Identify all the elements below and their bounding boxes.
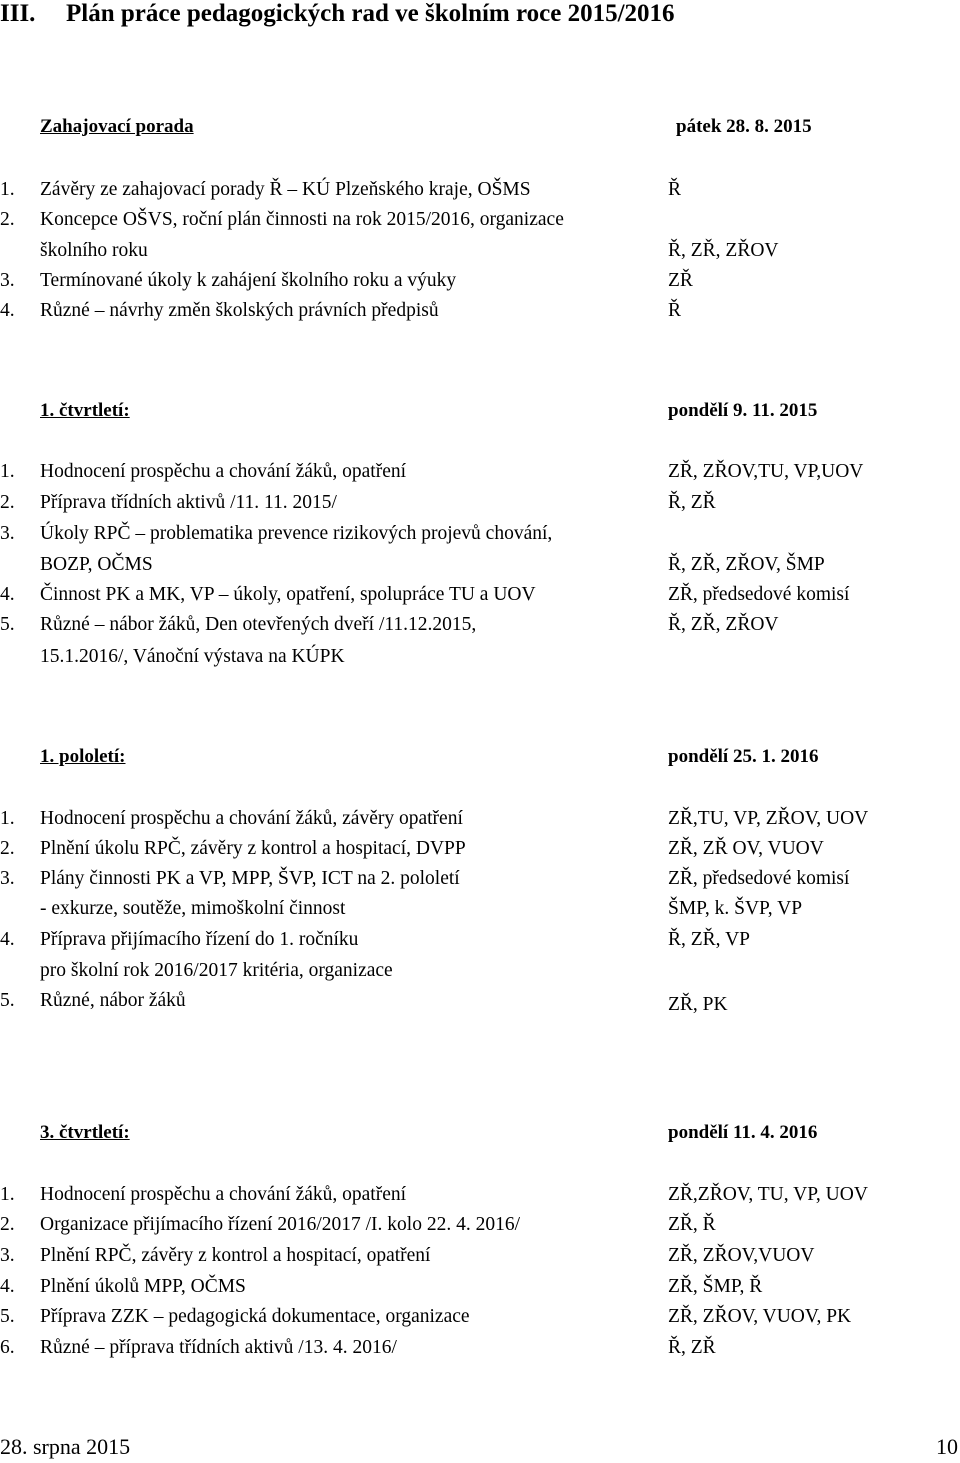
item-responsible: ZŘ, ZŘOV, VUOV, PK — [668, 1306, 852, 1327]
list-item — [0, 492, 960, 522]
title-text: Plán práce pedagogických rad ve školním roce 2015/2016 — [66, 0, 675, 27]
item-responsible: Ř, ZŘ, VP — [668, 929, 750, 950]
item-responsible: Ř — [668, 300, 682, 321]
list-item — [0, 1214, 960, 1244]
list-item — [0, 554, 960, 584]
item-number: 3. — [0, 868, 15, 889]
item-text: Závěry ze zahajovací porady Ř – KÚ Plzeňského kraje, OŠMS — [40, 179, 531, 200]
item-number: 2. — [0, 838, 15, 859]
list-item — [0, 646, 960, 676]
item-number: 4. — [0, 584, 15, 605]
item-number: 5. — [0, 614, 15, 635]
item-text: Termínované úkoly k zahájení školního roku a výuky — [40, 270, 457, 291]
item-text: Různé – příprava třídních aktivů /13. 4. 2016/ — [40, 1337, 397, 1358]
section-heading: 1. pololetí: — [40, 746, 126, 767]
section-heading: 3. čtvrtletí: — [40, 1122, 130, 1143]
section-date: pátek 28. 8. 2015 — [676, 116, 812, 137]
list-item — [0, 808, 960, 838]
item-responsible: Ř — [668, 179, 682, 200]
item-responsible: ŠMP, k. ŠVP, VP — [668, 898, 803, 919]
item-number: 3. — [0, 270, 15, 291]
list-item — [0, 1184, 960, 1214]
item-number: 4. — [0, 929, 15, 950]
item-responsible: Ř, ZŘ — [668, 1337, 716, 1358]
list-item — [0, 1306, 960, 1336]
list-item — [0, 461, 960, 491]
item-responsible: ZŘ, ZŘ OV, VUOV — [668, 838, 824, 859]
item-number: 6. — [0, 1337, 15, 1358]
list-item — [0, 614, 960, 644]
list-item — [0, 1337, 960, 1367]
item-number: 3. — [0, 1245, 15, 1266]
item-text: školního roku — [40, 240, 148, 261]
item-text: Příprava přijímacího řízení do 1. ročníku — [40, 929, 359, 950]
section-date: pondělí 25. 1. 2016 — [668, 746, 819, 767]
page-title — [0, 0, 675, 28]
item-text: Hodnocení prospěchu a chování žáků, závěry opatření — [40, 808, 463, 829]
item-responsible: ZŘ, ŠMP, Ř — [668, 1276, 763, 1297]
item-text: Činnost PK a MK, VP – úkoly, opatření, spolupráce TU a UOV — [40, 584, 536, 605]
list-item — [0, 960, 960, 990]
item-number: 1. — [0, 1184, 15, 1205]
item-number: 5. — [0, 1306, 15, 1327]
list-item — [0, 990, 960, 1020]
item-responsible: ZŘ,TU, VP, ZŘOV, UOV — [668, 808, 869, 829]
item-responsible: ZŘ, Ř — [668, 1214, 716, 1235]
list-item — [0, 838, 960, 868]
list-item — [0, 1245, 960, 1275]
item-text: Hodnocení prospěchu a chování žáků, opatření — [40, 461, 407, 482]
item-number: 2. — [0, 1214, 15, 1235]
item-responsible: ZŘ, ZŘOV,TU, VP,UOV — [668, 461, 864, 482]
section-date: pondělí 11. 4. 2016 — [668, 1122, 818, 1143]
item-text: - exkurze, soutěže, mimoškolní činnost — [40, 898, 346, 919]
item-text: Různé – nábor žáků, Den otevřených dveří /11.12.2015, — [40, 614, 477, 635]
page-number: 10 — [936, 1434, 958, 1459]
list-item — [0, 300, 960, 330]
item-number: 4. — [0, 300, 15, 321]
item-responsible: ZŘ, PK — [668, 994, 728, 1015]
item-responsible: ZŘ,ZŘOV, TU, VP, UOV — [668, 1184, 868, 1205]
item-text: Různé, nábor žáků — [40, 990, 186, 1011]
item-text: Organizace přijímacího řízení 2016/2017 /I. kolo 22. 4. 2016/ — [40, 1214, 520, 1235]
item-number: 3. — [0, 523, 15, 544]
item-number: 5. — [0, 990, 15, 1011]
footer-date: 28. srpna 2015 — [0, 1434, 131, 1459]
list-item — [0, 270, 960, 300]
item-text: BOZP, OČMS — [40, 554, 153, 575]
item-text: Plány činnosti PK a VP, MPP, ŠVP, ICT na 2. pololetí — [40, 868, 460, 889]
item-text: 15.1.2016/, Vánoční výstava na KÚPK — [40, 646, 345, 667]
item-text: Plnění úkolů MPP, OČMS — [40, 1276, 246, 1297]
item-text: Úkoly RPČ – problematika prevence rizikových projevů chování, — [40, 523, 553, 544]
list-item — [0, 179, 960, 209]
list-item — [0, 929, 960, 959]
list-item — [0, 523, 960, 553]
item-responsible: Ř, ZŘ, ZŘOV, ŠMP — [668, 554, 825, 575]
item-responsible: ZŘ, ZŘOV,VUOV — [668, 1245, 815, 1266]
list-item — [0, 209, 960, 239]
item-text: Hodnocení prospěchu a chování žáků, opatření — [40, 1184, 407, 1205]
item-text: Plnění RPČ, závěry z kontrol a hospitací, opatření — [40, 1245, 431, 1266]
item-responsible: ZŘ, předsedové komisí — [668, 868, 850, 889]
item-responsible: Ř, ZŘ, ZŘOV — [668, 240, 779, 261]
item-text: Příprava ZZK – pedagogická dokumentace, organizace — [40, 1306, 470, 1327]
item-number: 1. — [0, 179, 15, 200]
list-item — [0, 898, 960, 928]
item-text: pro školní rok 2016/2017 kritéria, organizace — [40, 960, 393, 981]
item-text: Příprava třídních aktivů /11. 11. 2015/ — [40, 492, 337, 513]
item-responsible: Ř, ZŘ — [668, 492, 716, 513]
section-date: pondělí 9. 11. 2015 — [668, 400, 818, 421]
section-heading: 1. čtvrtletí: — [40, 400, 130, 421]
item-text: Plnění úkolu RPČ, závěry z kontrol a hospitací, DVPP — [40, 838, 466, 859]
item-responsible: ZŘ — [668, 270, 693, 291]
title-number: III. — [0, 0, 36, 27]
item-text: Koncepce OŠVS, roční plán činnosti na rok 2015/2016, organizace — [40, 209, 564, 230]
item-number: 4. — [0, 1276, 15, 1297]
list-item — [0, 584, 960, 614]
item-number: 1. — [0, 461, 15, 482]
list-item — [0, 240, 960, 270]
item-text: Různé – návrhy změn školských právních předpisů — [40, 300, 439, 321]
item-responsible: Ř, ZŘ, ZŘOV — [668, 614, 779, 635]
item-number: 1. — [0, 808, 15, 829]
item-number: 2. — [0, 209, 15, 230]
list-item — [0, 1276, 960, 1306]
list-item — [0, 868, 960, 898]
item-responsible: ZŘ, předsedové komisí — [668, 584, 850, 605]
item-number: 2. — [0, 492, 15, 513]
section-heading: Zahajovací porada — [40, 116, 194, 137]
